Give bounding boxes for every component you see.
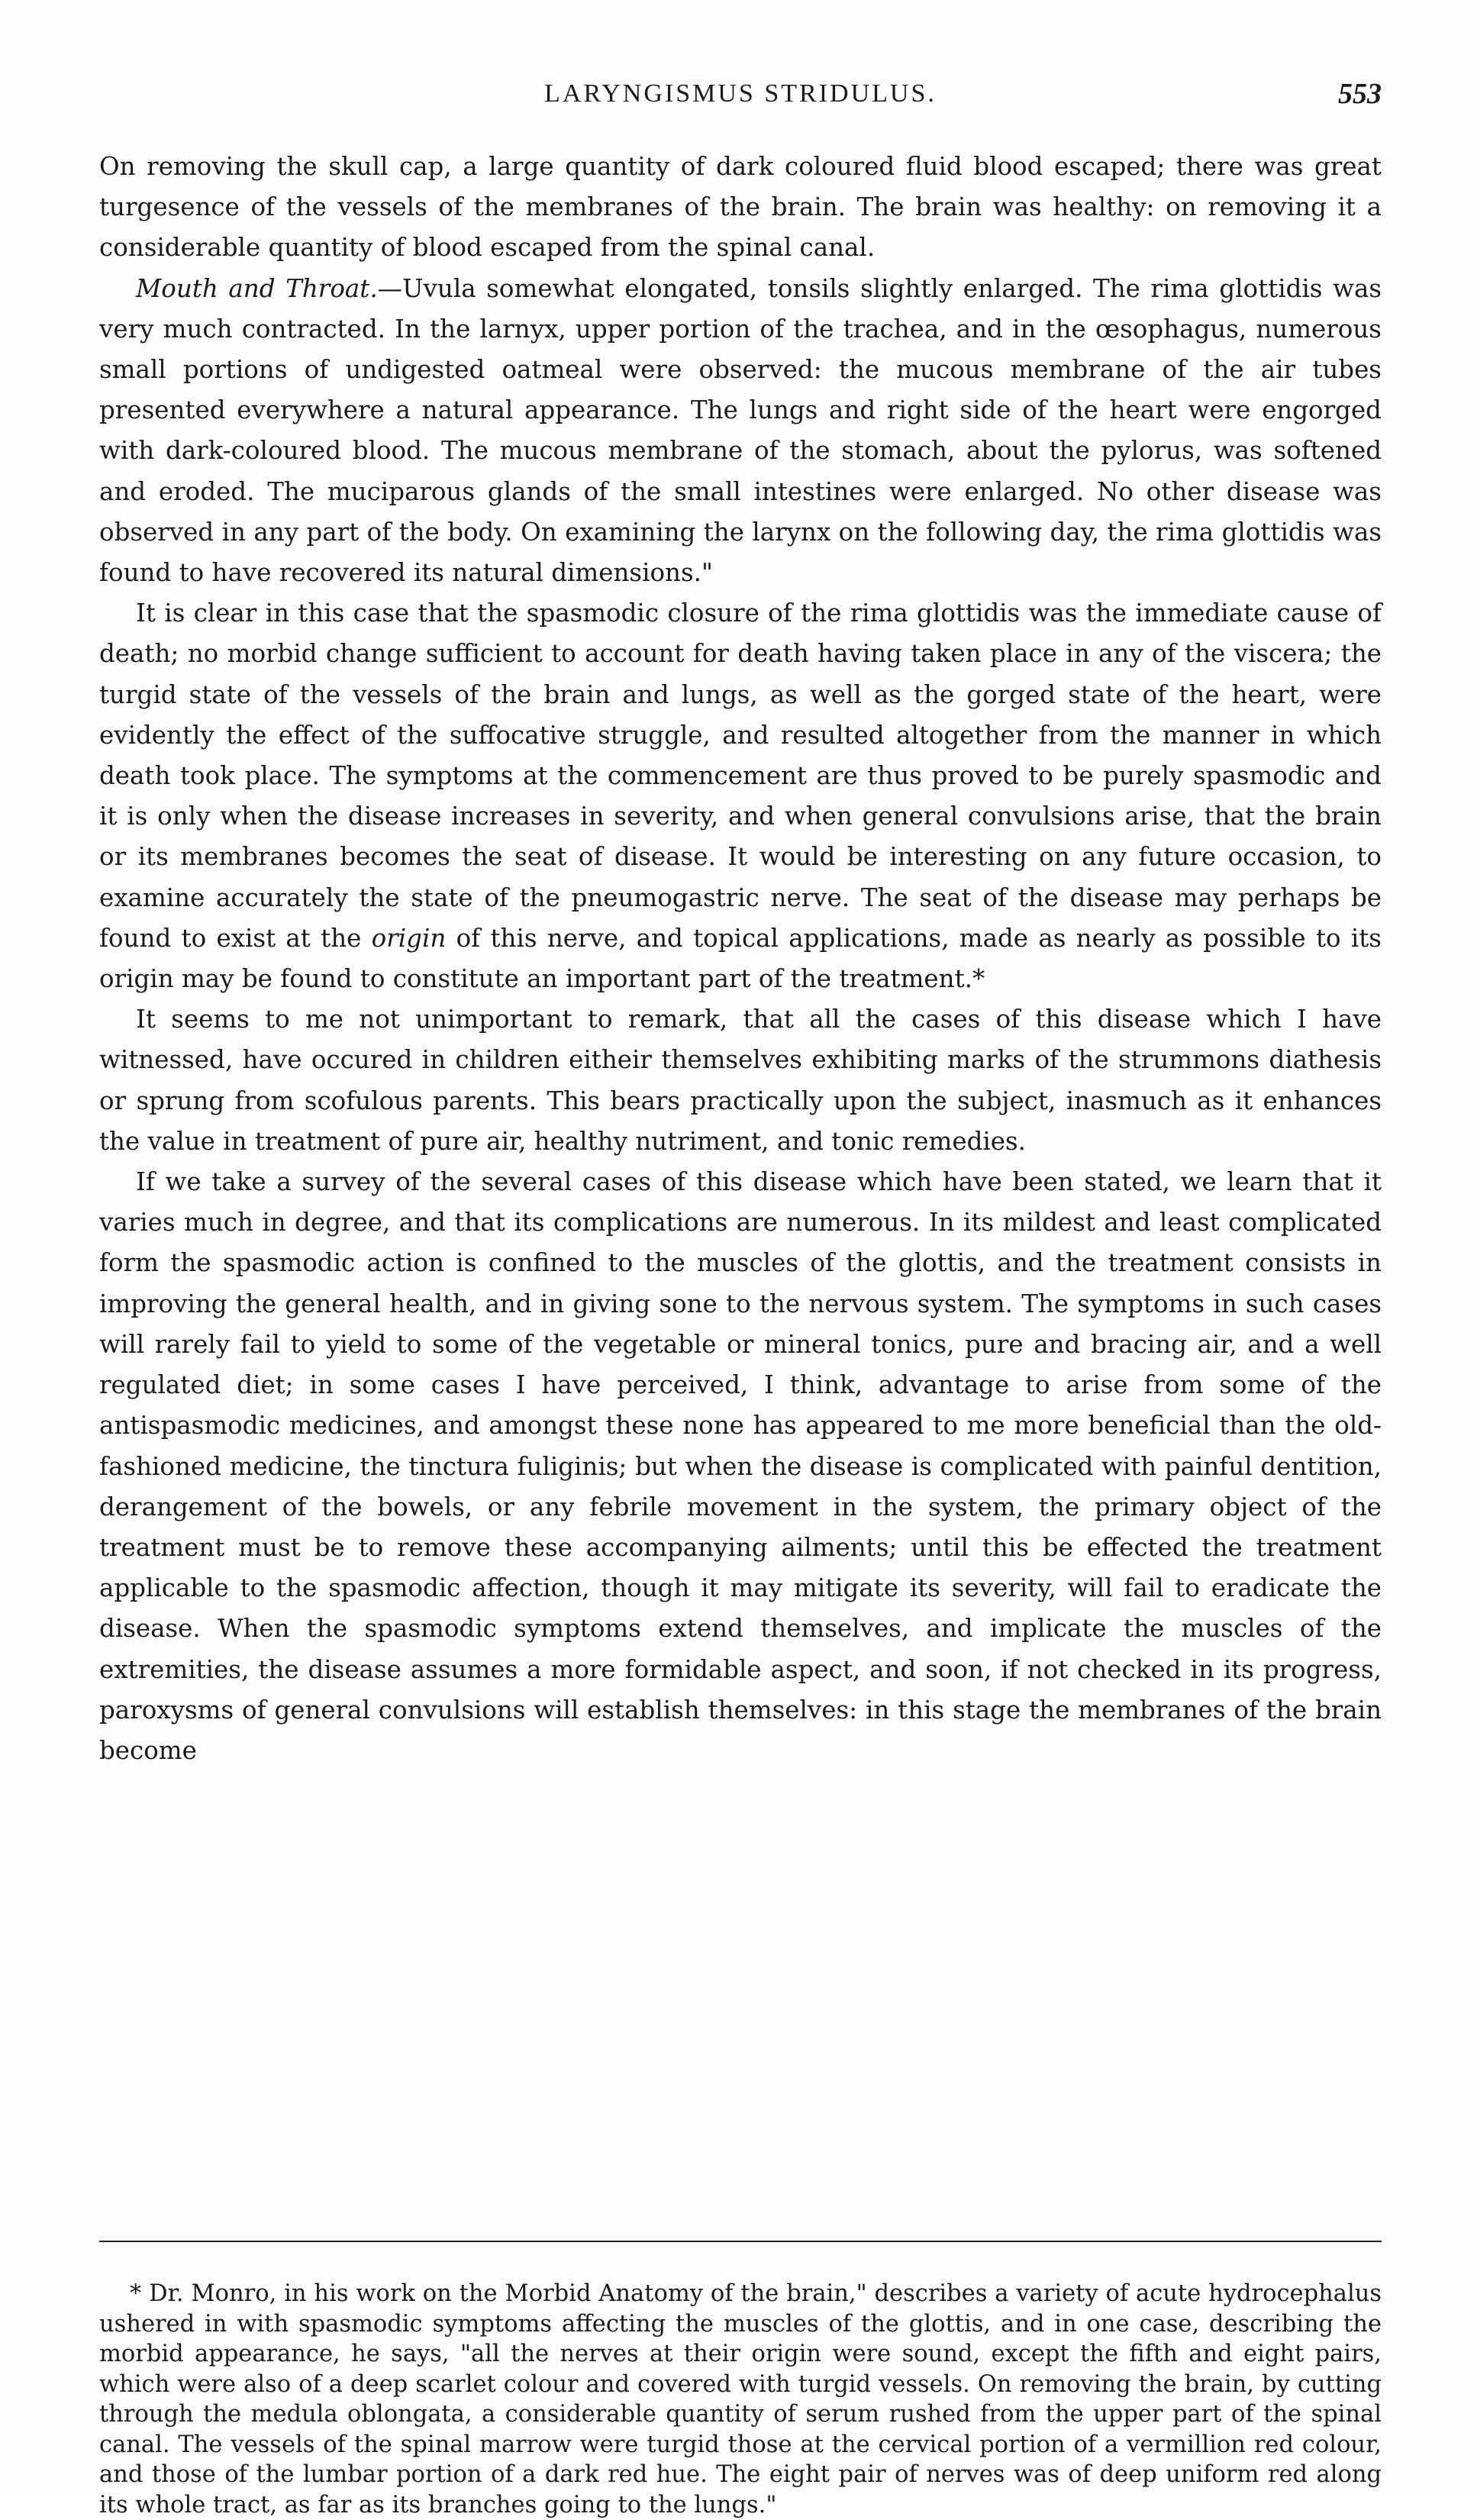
paragraph-emphasis: origin: [371, 923, 447, 953]
paragraph-survey-of-cases: [99, 1162, 1382, 1771]
paragraph-text: On removing the skull cap, a large quantity of dark coloured fluid blood escaped; there was great turgesence of the vessels of the membranes of the brain. The brain was healthy: on removing it a considerable quantity of blood escaped from the spinal canal.: [99, 152, 1382, 263]
paragraph-text: —Uvula somewhat elongated, tonsils slightly enlarged. The rima glottidis was very much contracted. In the larnyx, upper portion of the trachea, and in the œsophagus, numerous small portions of undigested oatmeal were observed: the mucous membrane of the air tubes presented everywhere a natural appearance. The lungs and right side of the heart were engorged with dark-coloured blood. The mucous membrane of the stomach, about the pylorus, was softened and eroded. The muciparous glands of the small intestines were enlarged. No other disease was observed in any part of the body. On examining the larynx on the following day, the rima glottidis was found to have recovered its natural dimensions.": [99, 273, 1382, 588]
paragraph-text-after: of this nerve, and topical applications, made as nearly as possible to its origin may be found to constitute an important part of the treatment.*: [99, 923, 1382, 994]
paragraph-autopsy-skull: [99, 147, 1382, 269]
paragraph-text: It seems to me not unimportant to remark, that all the cases of this disease which I have witnessed, have occured in children eitheir themselves exhibiting marks of the strummons diathesis or sprung from scofulous parents. This bears practically upon the subject, inasmuch as it enhances the value in treatment of pure air, healthy nutriment, and tonic remedies.: [99, 1005, 1382, 1156]
paragraph-scrofulous-children: [99, 999, 1382, 1162]
footnote-monro: * Dr. Monro, in his work on the Morbid Anatomy of the brain," describes a variety of acute hydrocephalus ushered in with spasmodic symptoms affecting the muscles of the glottis, and in one case, describing the morbid appearance, he says, "all the nerves at their origin were sound, except the fifth and eight pairs, which were also of a deep scarlet colour and covered with turgid vessels. On removing the brain, by cutting through the medula oblongata, a considerable quantity of serum rushed from the upper part of the spinal canal. The vessels of the spinal marrow were turgid those at the cervical portion of a vermillion red colour, and those of the lumbar portion of a dark red hue. The eight pair of nerves was of deep uniform red along its whole tract, as far as its branches going to the lungs.": [99, 2280, 1382, 2518]
page-number: 553: [1338, 78, 1382, 110]
paragraph-mouth-and-throat: [99, 269, 1382, 594]
paragraph-spasmodic-closure: [99, 593, 1382, 999]
paragraph-text-before: It is clear in this case that the spasmodic closure of the rima glottidis was the immediate cause of death; no morbid change sufficient to account for death having taken place in any of the viscera; the turgid state of the vessels of the brain and lungs, as well as the gorged state of the heart, were evidently the effect of the suffocative struggle, and resulted altogether from the manner in which death took place. The symptoms at the commencement are thus proved to be purely spasmodic and it is only when the disease increases in severity, and when general convulsions arise, that the brain or its membranes becomes the seat of disease. It would be interesting on any future occasion, to examine accurately the state of the pneumogastric nerve. The seat of the disease may perhaps be found to exist at the: [99, 599, 1382, 953]
footnotes: [99, 2279, 1382, 2520]
running-head: [99, 75, 1382, 121]
paragraph-text: If we take a survey of the several cases of this disease which have been stated, we learn that it varies much in degree, and that its complications are numerous. In its mildest and least complicated form the spasmodic action is confined to the muscles of the glottis, and the treatment consists in improving the general health, and in giving sone to the nervous system. The symptoms in such cases will rarely fail to yield to some of the vegetable or mineral tonics, pure and bracing air, and a well regulated diet; in some cases I have perceived, I think, advantage to arise from some of the antispasmodic medicines, and amongst these none has appeared to me more beneficial than the old-fashioned medicine, the tinctura fuliginis; but when the disease is complicated with painful dentition, derangement of the bowels, or any febrile movement in the system, the primary object of the treatment must be to remove these accompanying ailments; until this be effected the treatment applicable to the spasmodic affection, though it may mitigate its severity, will fail to eradicate the disease. When the spasmodic symptoms extend themselves, and implicate the muscles of the extremities, the disease assumes a more formidable aspect, and soon, if not checked in its progress, paroxysms of general convulsions will establish themselves: in this stage the membranes of the brain become: [99, 1167, 1382, 1765]
paragraph-lead-heading: Mouth and Throat.: [136, 273, 378, 303]
footnote-divider: [99, 2241, 1382, 2242]
running-title: LARYNGISMUS STRIDULUS.: [544, 79, 937, 108]
body-text: [99, 147, 1382, 1771]
